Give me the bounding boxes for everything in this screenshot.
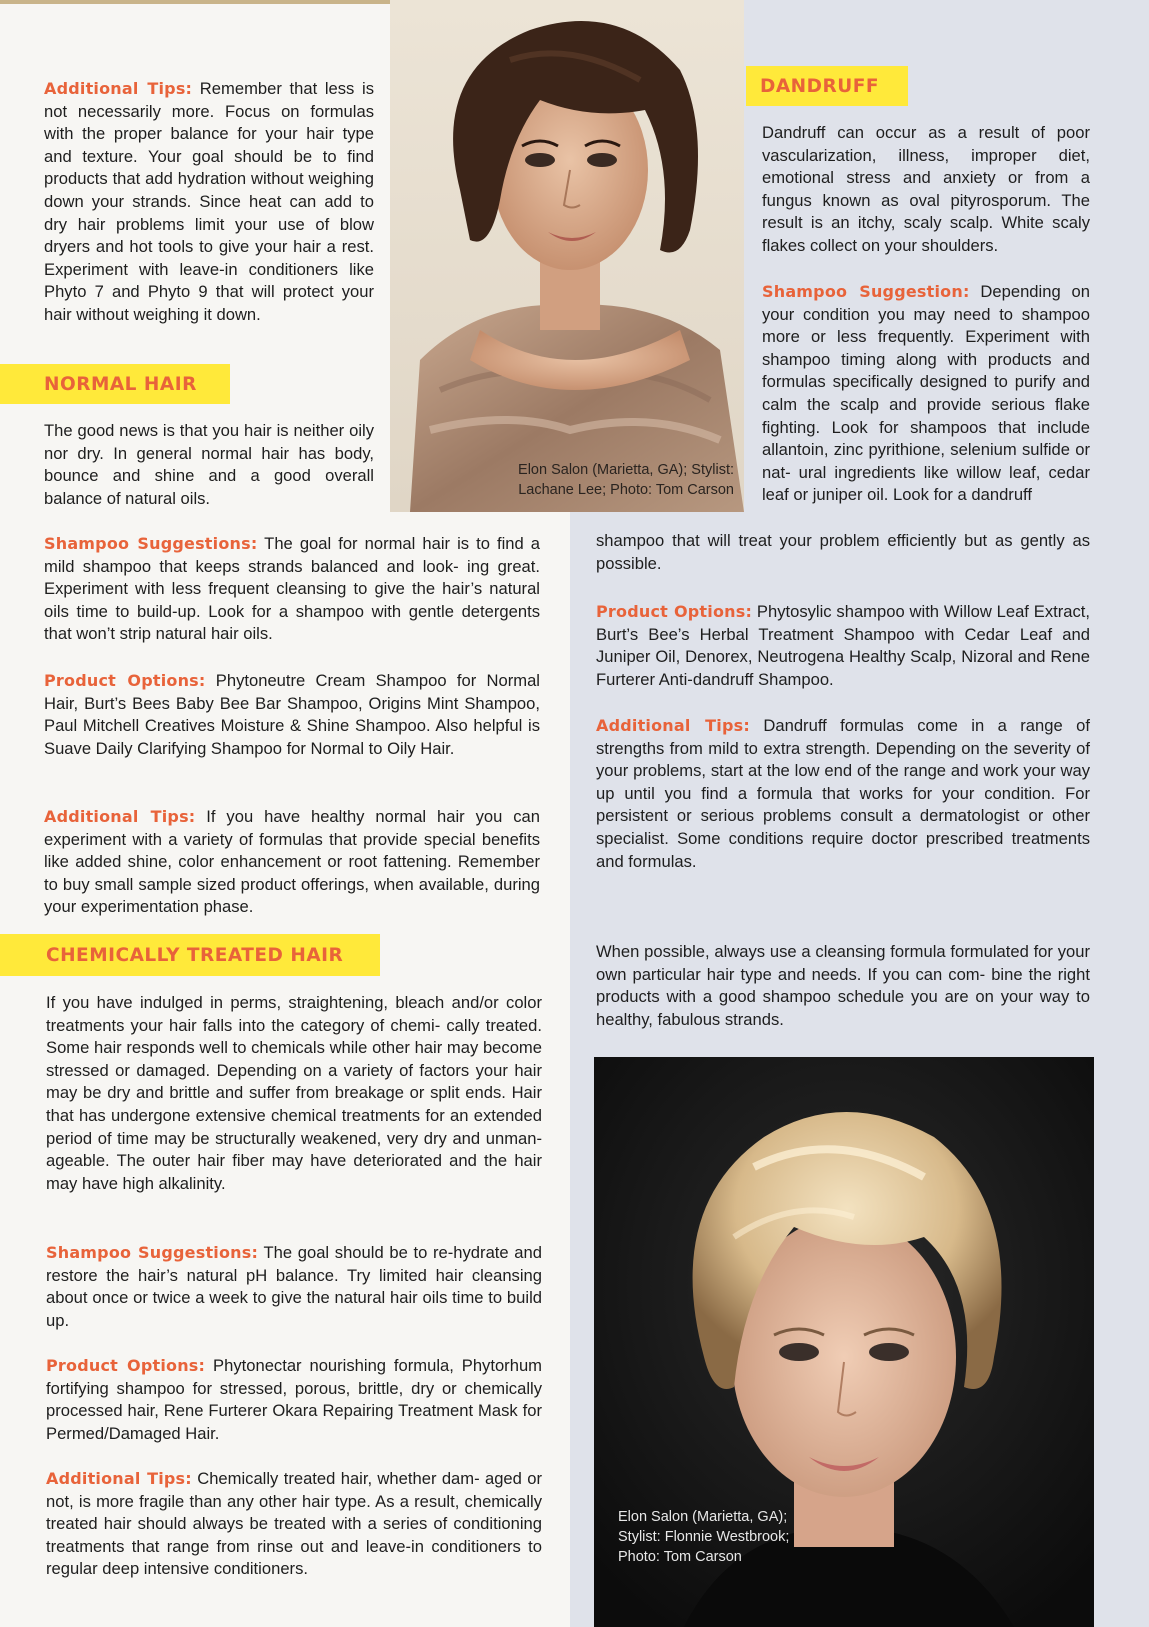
chemical-tips-text: Chemically treated hair, whether dam- aged or not, is more fragile than any other hair type. As a result, chemically treated hair should always be treated with a series of conditioning treatments that range from rinse out and leave-in conditioners to regular deep intensive conditioners. xyxy=(46,1469,542,1579)
dandruff-shampoo-text: Depending on your condition you may need to shampoo more or less frequently. Experiment with shampoo timing along with products and formulas specifically designed to purify and calm the scalp and provide serious flake fighting. Look for shampoos that include allantoin, zinc pyrithione, selenium sulfide or nat- ural ingredients like willow leaf, cedar leaf or juniper oil. Look for a dandruff xyxy=(762,282,1090,505)
additional-tips-top-paragraph xyxy=(44,78,374,327)
dandruff-shampoo-paragraph xyxy=(762,281,1090,507)
chemical-tips-paragraph xyxy=(46,1468,542,1581)
normal-hair-tips-paragraph xyxy=(44,806,540,919)
normal-tips-lead: Additional Tips: xyxy=(44,807,196,826)
normal-hair-shampoo-paragraph xyxy=(44,533,540,646)
bottom-caption-line3: Photo: Tom Carson xyxy=(618,1549,742,1565)
normal-shampoo-text: The goal for normal hair is to find a mild shampoo that keeps strands balanced and look- ing great. Experiment with less frequent cleansing to give the hair’s natural oils time to build-up. Look for a shampoo with gentle detergents that won’t strip natural hair oils. xyxy=(44,534,540,644)
top-portrait-photo xyxy=(390,0,744,512)
closing-paragraph xyxy=(596,941,1090,1031)
chemically-treated-heading xyxy=(0,934,380,976)
normal-shampoo-lead: Shampoo Suggestions: xyxy=(44,534,258,553)
normal-hair-intro xyxy=(44,420,374,510)
chemical-product-paragraph xyxy=(46,1355,542,1445)
chemical-tips-lead: Additional Tips: xyxy=(46,1469,192,1488)
chemical-shampoo-text: The goal should be to re-hydrate and restore the hair’s natural pH balance. Try limited hair cleansing about once or twice a week to give the natural hair oils time to build up. xyxy=(46,1243,542,1330)
dandruff-tips-text: Dandruff formulas come in a range of strengths from mild to extra strength. Depending on the severity of your problems, start at the low end of the range and work your way up until you find a formula that works for your condition. For persistent or serious problems consult a dermatologist or other specialist. Some conditions require doctor prescribed treatments and formulas. xyxy=(596,716,1090,871)
dandruff-shampoo-continued xyxy=(596,530,1090,575)
dandruff-shampoo-lead: Shampoo Suggestion: xyxy=(762,282,970,301)
chemical-shampoo-lead: Shampoo Suggestions: xyxy=(46,1243,259,1262)
dandruff-intro-text: Dandruff can occur as a result of poor vascularization, illness, improper diet, emotional stress and anxiety or from a fungus known as oval pityrosporum. The result is an itchy, scaly scalp. White scaly flakes collect on your shoulders. xyxy=(762,123,1090,255)
chemically-treated-heading-text: CHEMICALLY TREATED HAIR xyxy=(46,944,344,966)
chemical-shampoo-paragraph xyxy=(46,1242,542,1332)
dandruff-heading-text: DANDRUFF xyxy=(760,75,880,97)
normal-hair-heading xyxy=(0,364,230,404)
dandruff-heading xyxy=(746,66,908,106)
dandruff-tips-paragraph xyxy=(596,715,1090,873)
additional-tips-lead: Additional Tips: xyxy=(44,79,193,98)
dandruff-product-paragraph xyxy=(596,601,1090,691)
dandruff-product-text: Phytosylic shampoo with Willow Leaf Extract, Burt’s Bee’s Herbal Treatment Shampoo with Cedar Leaf and Juniper Oil, Denorex, Neutrogena Healthy Scalp, Nizoral and Rene Furterer Anti-dandruff Shampoo. xyxy=(596,602,1090,689)
top-caption-line1: Elon Salon (Marietta, GA); Stylist: xyxy=(518,462,734,478)
normal-hair-intro-text: The good news is that you hair is neither oily nor dry. In general normal hair has body, bounce and shine and a good overall balance of natural oils. xyxy=(44,421,374,508)
normal-tips-text: If you have healthy normal hair you can experiment with a variety of formulas that provide special benefits like added shine, color enhancement or root fattening. Remember to buy small sample sized product offerings, when available, during your experimentation phase. xyxy=(44,807,540,917)
top-photo-caption xyxy=(480,460,734,500)
woman-brunette-bob-illustration xyxy=(390,0,744,512)
chemical-intro xyxy=(46,992,542,1195)
dandruff-shampoo-continued-text: shampoo that will treat your problem efficiently but as gently as possible. xyxy=(596,531,1090,573)
chemical-product-text: Phytonectar nourishing formula, Phytorhum fortifying shampoo for stressed, porous, brittle, dry or chemically processed hair, Rene Furterer Okara Repairing Treatment Mask for Permed/Damaged Hair. xyxy=(46,1356,542,1443)
dandruff-intro xyxy=(762,122,1090,258)
normal-hair-heading-text: NORMAL HAIR xyxy=(44,373,197,395)
normal-product-text: Phytoneutre Cream Shampoo for Normal Hair, Burt’s Bees Baby Bee Bar Shampoo, Origins Mint Shampoo, Paul Mitchell Creatives Moisture & Shine Shampoo. Also helpful is Suave Daily Clarifying Shampoo for Normal to Oily Hair. xyxy=(44,671,540,758)
normal-hair-product-paragraph xyxy=(44,670,540,760)
dandruff-tips-lead: Additional Tips: xyxy=(596,716,750,735)
chemical-intro-text: If you have indulged in perms, straightening, bleach and/or color treatments your hair falls into the category of chemi- cally treated. Some hair responds well to chemicals while other hair may become stressed or damaged. Depending on a variety of factors your hair may be dry and brittle and suffer from breakage or split ends. Hair that has undergone extensive chemical treatments for an extended period of time may be structurally weakened, very dry and unman- ageable. The outer hair fiber may have deteriorated and the hair may have high alkalinity. xyxy=(46,993,542,1193)
bottom-photo-caption xyxy=(618,1507,858,1567)
top-caption-line2: Lachane Lee; Photo: Tom Carson xyxy=(518,482,734,498)
normal-product-lead: Product Options: xyxy=(44,671,206,690)
closing-text: When possible, always use a cleansing formula formulated for your own particular hair type and needs. If you can com- bine the right products with a good shampoo schedule you are on your way to healthy, fabulous strands. xyxy=(596,942,1090,1029)
additional-tips-text: Remember that less is not necessarily more. Focus on formulas with the proper balance for your hair type and texture. Your goal should be to find products that add hydration without weighing down your strands. Since heat can add to dry hair problems limit your use of blow dryers and hot tools to give your hair a rest. Experiment with leave-in conditioners like Phyto 7 and Phyto 9 that will protect your hair without weighing it down. xyxy=(44,79,374,324)
chemical-product-lead: Product Options: xyxy=(46,1356,206,1375)
bottom-caption-line2: Stylist: Flonnie Westbrook; xyxy=(618,1529,790,1545)
bottom-caption-line1: Elon Salon (Marietta, GA); xyxy=(618,1509,788,1525)
dandruff-product-lead: Product Options: xyxy=(596,602,753,621)
